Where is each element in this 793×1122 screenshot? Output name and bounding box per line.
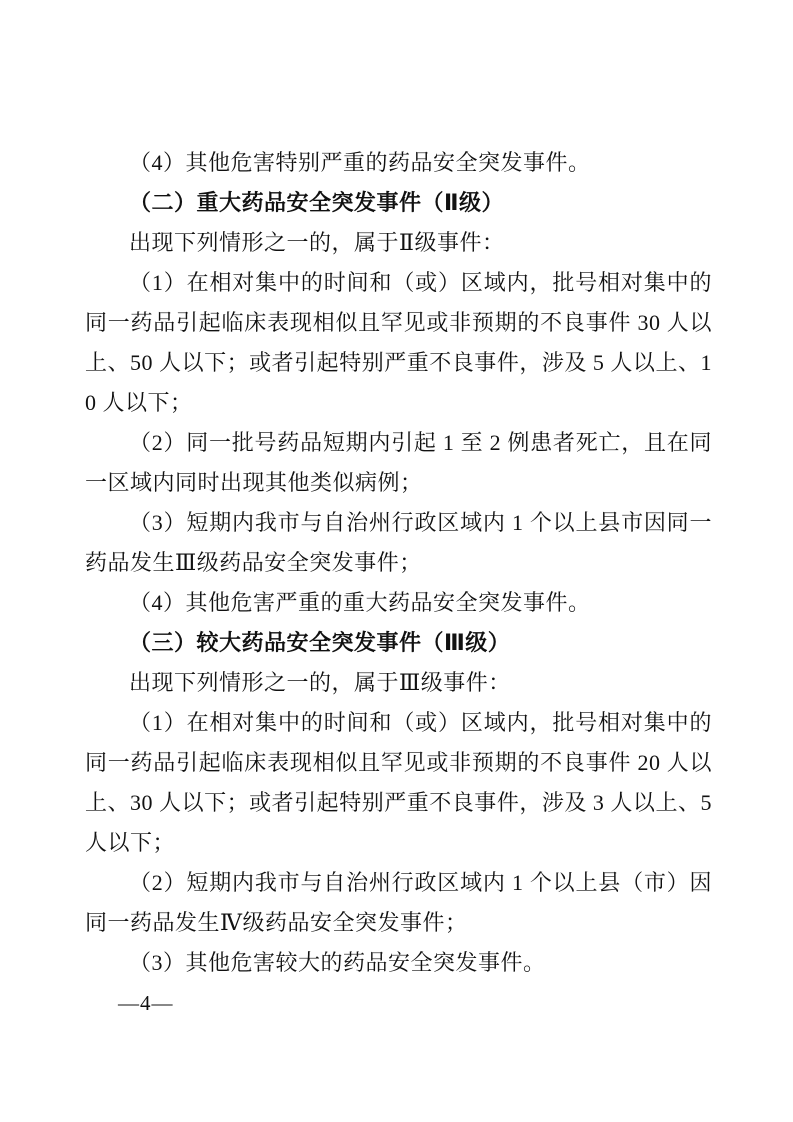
document-body (85, 143, 712, 983)
paragraph-level3-intro: 出现下列情形之一的，属于Ⅲ级事件： (129, 670, 511, 695)
paragraph-level2-item-2: （2）同一批号药品短期内引起 1 至 2 例患者死亡，且在同一区域内同时出现其他类似病例； (85, 430, 712, 495)
paragraph-level2-item-3: （3）短期内我市与自治州行政区域内 1 个以上县市因同一药品发生Ⅲ级药品安全突发事件； (85, 510, 712, 575)
section-heading-level2: （二）重大药品安全突发事件（Ⅱ级） (129, 190, 504, 215)
paragraph-level2-item-4: （4）其他危害严重的重大药品安全突发事件。 (129, 590, 591, 615)
page-number: —4— (118, 991, 174, 1015)
paragraph-level2-intro: 出现下列情形之一的，属于Ⅱ级事件： (129, 230, 505, 255)
paragraph-level3-item-2: （2）短期内我市与自治州行政区域内 1 个以上县（市）因同一药品发生Ⅳ级药品安全突发事件； (85, 870, 712, 935)
paragraph-level2-item-1: （1）在相对集中的时间和（或）区域内，批号相对集中的同一药品引起临床表现相似且罕见或非预期的不良事件 30 人以上、50 人以下；或者引起特别严重不良事件，涉及 5 人以上、10 人以下； (85, 270, 712, 415)
section-heading-level3: （三）较大药品安全突发事件（Ⅲ级） (129, 630, 511, 655)
paragraph-level3-item-3: （3）其他危害较大的药品安全突发事件。 (129, 950, 546, 975)
paragraph-item-4-level1: （4）其他危害特别严重的药品安全突发事件。 (129, 150, 591, 175)
paragraph-level3-item-1: （1）在相对集中的时间和（或）区域内，批号相对集中的同一药品引起临床表现相似且罕见或非预期的不良事件 20 人以上、30 人以下；或者引起特别严重不良事件，涉及 3 人以上、5 人以下； (85, 710, 712, 855)
